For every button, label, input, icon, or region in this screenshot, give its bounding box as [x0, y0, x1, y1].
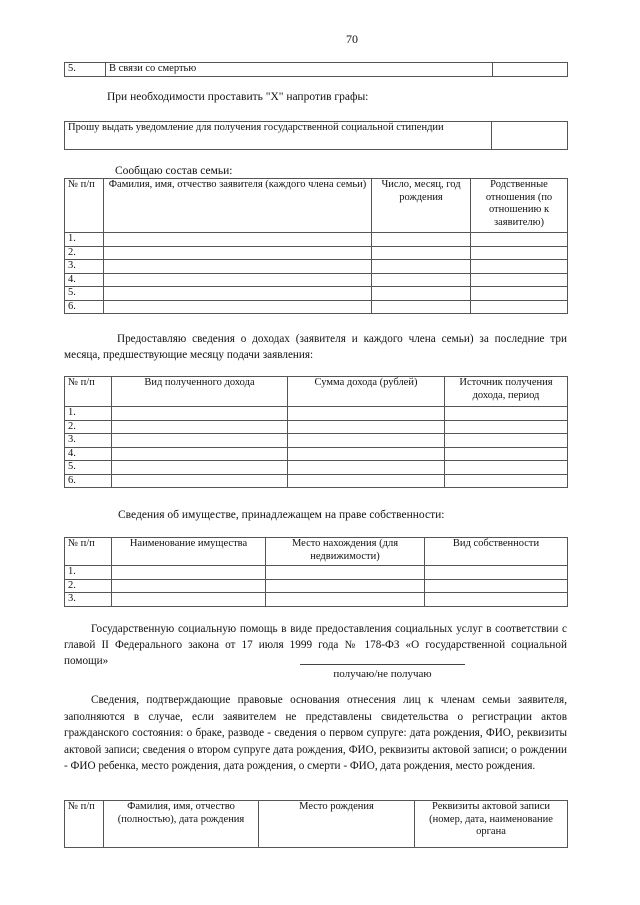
- input-cell[interactable]: [112, 407, 288, 421]
- table-row: [65, 566, 568, 580]
- input-cell[interactable]: [112, 566, 266, 580]
- input-cell[interactable]: [288, 407, 445, 421]
- input-cell[interactable]: [104, 273, 372, 287]
- input-cell[interactable]: [425, 566, 568, 580]
- input-cell[interactable]: [112, 434, 288, 448]
- input-cell[interactable]: [112, 579, 266, 593]
- reason-text: В связи со смертью: [106, 63, 493, 77]
- social-help-caption: получаю/не получаю: [333, 668, 432, 680]
- table-row: [65, 579, 568, 593]
- input-cell[interactable]: [112, 447, 288, 461]
- input-cell[interactable]: [372, 260, 471, 274]
- mark-instruction: При необходимости проставить "X" напротив графы:: [107, 91, 369, 103]
- header-cell: № п/п: [65, 538, 112, 566]
- header-cell: Источник получения дохода, период: [445, 377, 568, 407]
- input-cell[interactable]: [104, 233, 372, 247]
- input-cell[interactable]: [266, 593, 425, 607]
- input-cell[interactable]: [445, 420, 568, 434]
- row-number: 3.: [65, 593, 112, 607]
- input-cell[interactable]: [288, 474, 445, 488]
- family-table: [64, 178, 568, 314]
- input-cell[interactable]: [104, 300, 372, 314]
- input-cell[interactable]: [445, 407, 568, 421]
- input-cell[interactable]: [471, 260, 568, 274]
- input-cell[interactable]: [266, 579, 425, 593]
- page-number: 70: [346, 32, 358, 46]
- input-cell[interactable]: [104, 260, 372, 274]
- input-cell[interactable]: [372, 246, 471, 260]
- input-cell[interactable]: [112, 461, 288, 475]
- row-number: 1.: [65, 566, 112, 580]
- income-table: [64, 376, 568, 488]
- input-cell[interactable]: [372, 273, 471, 287]
- input-cell[interactable]: [471, 246, 568, 260]
- row-number: 5.: [65, 63, 106, 77]
- input-cell[interactable]: [288, 420, 445, 434]
- header-cell: № п/п: [65, 377, 112, 407]
- input-cell[interactable]: [104, 287, 372, 301]
- header-cell: Фамилия, имя, отчество заявителя (каждого члена семьи): [104, 179, 372, 233]
- header-cell: Вид собственности: [425, 538, 568, 566]
- social-help-text: Государственную социальную помощь в виде предоставления социальных услуг в соответствии с главой II Федерального закона от 17 июля 1999 года № 178-ФЗ «О государственной социальной помощи»: [64, 623, 567, 667]
- header-cell: Место рождения: [259, 801, 415, 848]
- input-cell[interactable]: [112, 474, 288, 488]
- input-cell[interactable]: [471, 273, 568, 287]
- input-cell[interactable]: [471, 233, 568, 247]
- stipend-table: [64, 121, 568, 150]
- row-number: 4.: [65, 447, 112, 461]
- input-cell[interactable]: [445, 461, 568, 475]
- header-cell: Вид полученного дохода: [112, 377, 288, 407]
- row-number: 2.: [65, 420, 112, 434]
- header-cell: Сумма дохода (рублей): [288, 377, 445, 407]
- row-number: 3.: [65, 260, 104, 274]
- input-cell[interactable]: [266, 566, 425, 580]
- table-row: [65, 407, 568, 421]
- table-row: [65, 233, 568, 247]
- input-cell[interactable]: [372, 233, 471, 247]
- property-title: Сведения об имуществе, принадлежащем на праве собственности:: [118, 509, 445, 521]
- row-number: 6.: [65, 300, 104, 314]
- table-row: [65, 420, 568, 434]
- table-row: [65, 593, 568, 607]
- input-cell[interactable]: [445, 447, 568, 461]
- input-cell[interactable]: [288, 447, 445, 461]
- table-row: [65, 300, 568, 314]
- row-number: 3.: [65, 434, 112, 448]
- row-number: 2.: [65, 579, 112, 593]
- input-cell[interactable]: [425, 579, 568, 593]
- row-number: 5.: [65, 287, 104, 301]
- table-row: [65, 434, 568, 448]
- relatives-table: [64, 800, 568, 848]
- input-cell[interactable]: [112, 593, 266, 607]
- row-number: 6.: [65, 474, 112, 488]
- mark-cell[interactable]: [492, 122, 568, 150]
- table-row: [65, 474, 568, 488]
- input-cell[interactable]: [425, 593, 568, 607]
- input-cell[interactable]: [471, 287, 568, 301]
- input-cell[interactable]: [112, 420, 288, 434]
- row-number: 1.: [65, 233, 104, 247]
- input-cell[interactable]: [104, 246, 372, 260]
- row-number: 4.: [65, 273, 104, 287]
- header-cell: Число, месяц, год рождения: [372, 179, 471, 233]
- input-cell[interactable]: [288, 434, 445, 448]
- legal-basis-text: Сведения, подтверждающие правовые основания отнесения лиц к членам семьи заявителя, заполняются в случае, если заявителем не представлены свидетельства о регистрации актов гражданского состояния: о браке, разводе - сведения о первом супруге: дата рождения, ФИО, реквизиты актовой записи; сведения о втором супруге дата рождения, ФИО, реквизиты актовой записи; о рождении - ФИО ребенка, место рождения, дата рождения, о смерти - ФИО, дата рождения, место рождения.: [64, 694, 567, 773]
- mark-cell[interactable]: [493, 63, 568, 77]
- table-row: [65, 287, 568, 301]
- input-cell[interactable]: [372, 300, 471, 314]
- family-title: Сообщаю состав семьи:: [115, 165, 233, 177]
- header-cell: № п/п: [65, 801, 104, 848]
- input-cell[interactable]: [288, 461, 445, 475]
- input-cell[interactable]: [471, 300, 568, 314]
- header-cell: Родственные отношения (по отношению к заявителю): [471, 179, 568, 233]
- table-row: [65, 447, 568, 461]
- reason-table: [64, 62, 568, 77]
- row-number: 5.: [65, 461, 112, 475]
- table-row: [65, 461, 568, 475]
- income-title: Предоставляю сведения о доходах (заявителя и каждого члена семьи) за последние три месяца, предшествующие месяцу подачи заявления:: [64, 333, 567, 361]
- table-row: [65, 273, 568, 287]
- row-number: 2.: [65, 246, 104, 260]
- header-cell: Фамилия, имя, отчество (полностью), дата рождения: [104, 801, 259, 848]
- input-cell[interactable]: [372, 287, 471, 301]
- property-table: [64, 537, 568, 607]
- header-cell: Место нахождения (для недвижимости): [266, 538, 425, 566]
- header-cell: № п/п: [65, 179, 104, 233]
- table-row: [65, 260, 568, 274]
- header-cell: Наименование имущества: [112, 538, 266, 566]
- social-help-answer-line[interactable]: [300, 664, 465, 665]
- row-number: 1.: [65, 407, 112, 421]
- input-cell[interactable]: [445, 474, 568, 488]
- stipend-request-text: Прошу выдать уведомление для получения государственной социальной стипендии: [65, 122, 492, 150]
- header-cell: Реквизиты актовой записи (номер, дата, наименование органа: [415, 801, 568, 848]
- table-row: [65, 246, 568, 260]
- input-cell[interactable]: [445, 434, 568, 448]
